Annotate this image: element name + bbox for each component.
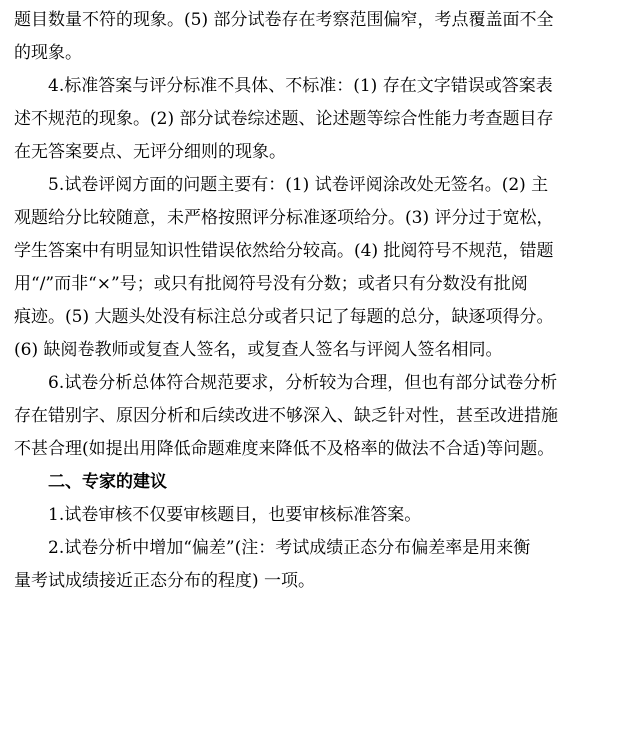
text-line: 用“/”而非“×”号；或只有批阅符号没有分数；或者只有分数没有批阅: [14, 274, 528, 294]
text-line: 6.试卷分析总体符合规范要求，分析较为合理，但也有部分试卷分析: [48, 373, 558, 393]
text-line: 痕迹。(5) 大题头处没有标注总分或者只记了每题的总分，缺逐项得分。: [14, 307, 554, 327]
text-line: 4.标准答案与评分标准不具体、不标准：(1) 存在文字错误或答案表: [48, 76, 553, 96]
text-line: (6) 缺阅卷教师或复查人签名，或复查人签名与评阅人签名相同。: [14, 340, 503, 360]
text-line: 不甚合理(如提出用降低命题难度来降低不及格率的做法不合适)等问题。: [14, 439, 555, 459]
document-body: [14, 4, 607, 598]
section-heading: 二、专家的建议: [48, 472, 167, 492]
text-line: 5.试卷评阅方面的问题主要有：(1) 试卷评阅涂改处无签名。(2) 主: [48, 175, 549, 195]
text-line: 观题给分比较随意，未严格按照评分标准逐项给分。(3) 评分过于宽松，: [14, 208, 554, 228]
text-line: 述不规范的现象。(2) 部分试卷综述题、论述题等综合性能力考查题目存: [14, 109, 554, 129]
text-line: 学生答案中有明显知识性错误依然给分较高。(4) 批阅符号不规范，错题: [14, 241, 554, 261]
text-line: 存在错别字、原因分析和后续改进不够深入、缺乏针对性，甚至改进措施: [14, 406, 558, 426]
text-line: 题目数量不符的现象。(5) 部分试卷存在考察范围偏窄，考点覆盖面不全: [14, 10, 554, 30]
text-line: 1.试卷审核不仅要审核题目，也要审核标准答案。: [48, 505, 422, 525]
text-line: 的现象。: [14, 43, 82, 63]
text-line: 2.试卷分析中增加“偏差”(注：考试成绩正态分布偏差率是用来衡: [48, 538, 531, 558]
text-line: 在无答案要点、无评分细则的现象。: [14, 142, 286, 162]
text-line: 量考试成绩接近正态分布的程度) 一项。: [14, 571, 316, 591]
